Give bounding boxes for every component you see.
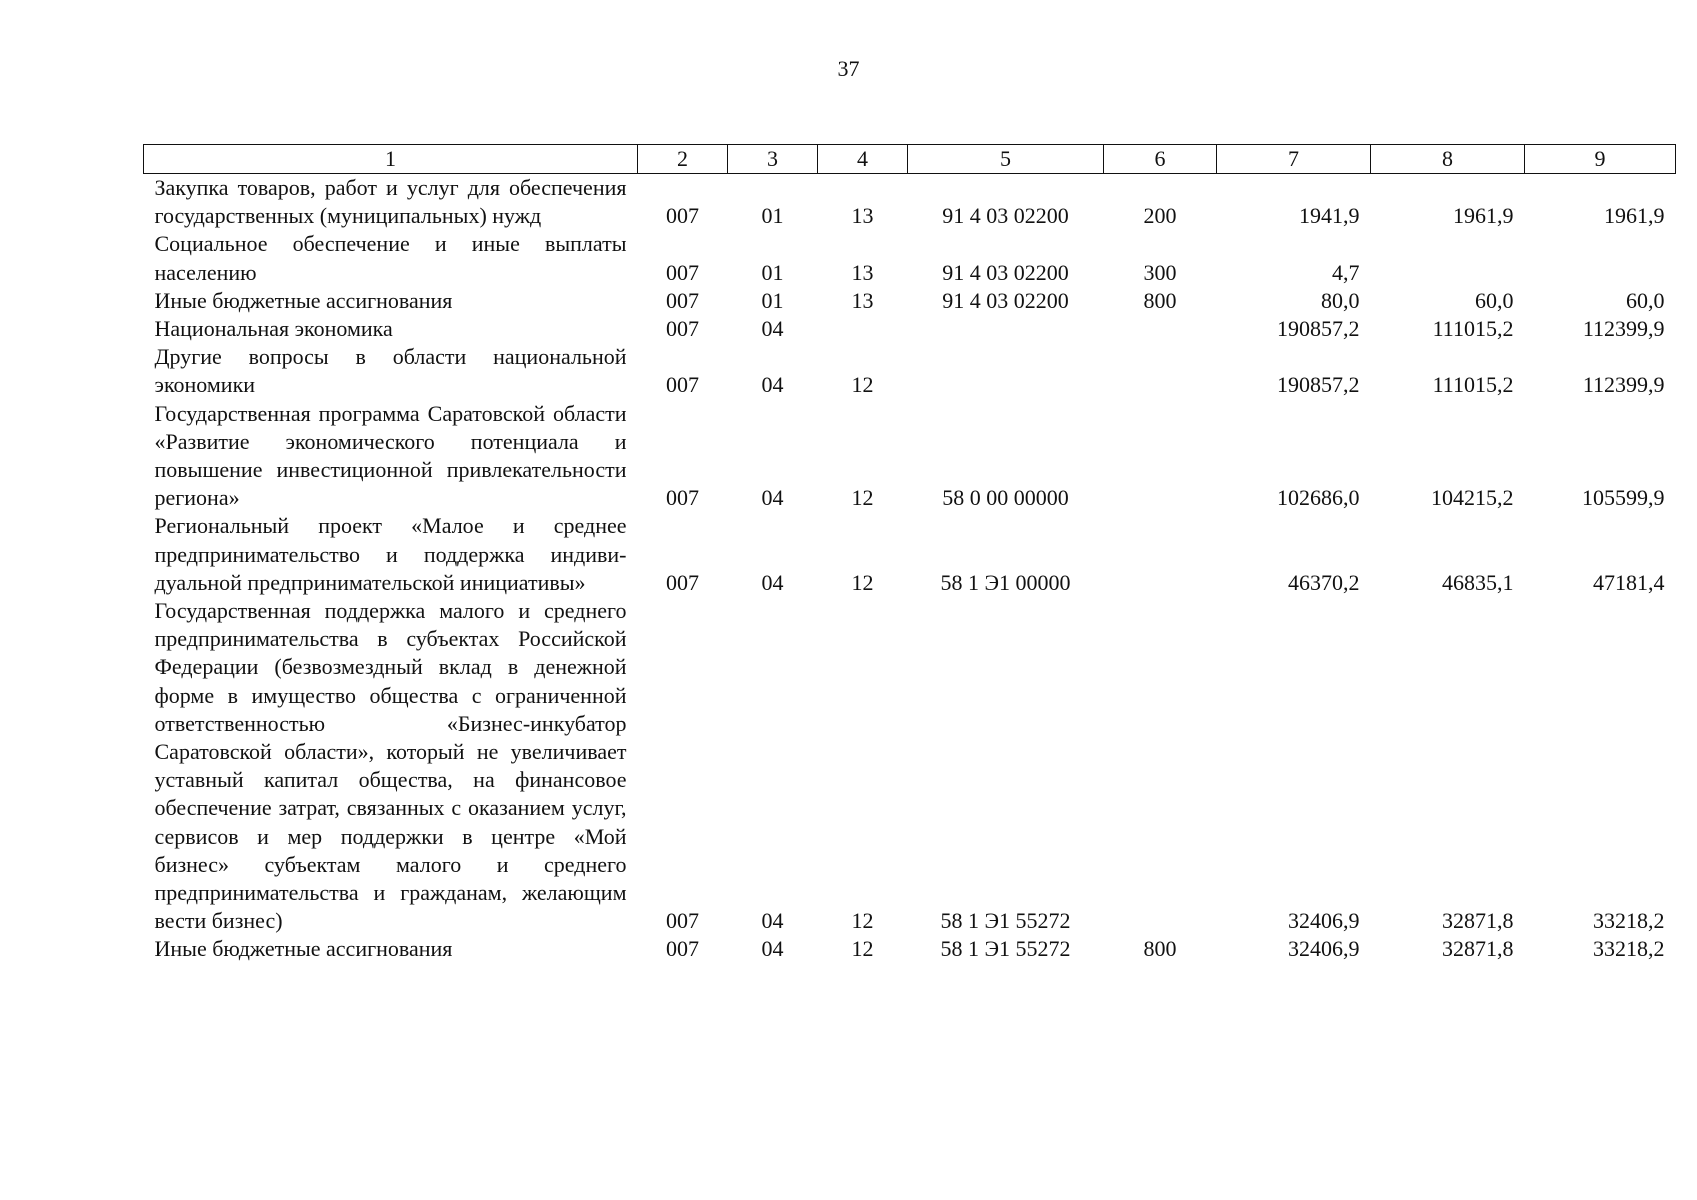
table-row	[144, 400, 1676, 513]
ministry-code: 007	[666, 203, 699, 229]
table-row	[144, 512, 1676, 597]
amount-col-9	[1525, 230, 1676, 286]
header-col-6: 6	[1104, 145, 1217, 174]
header-col-5: 5	[908, 145, 1104, 174]
section-code: 01	[761, 287, 784, 313]
amount-col-8: 1961,9	[1453, 203, 1514, 229]
amount-col-9: 33218,2	[1593, 936, 1665, 962]
target-code: 58 0 00 00000	[942, 485, 1069, 511]
header-col-1: 1	[144, 145, 638, 174]
amount-col-9: 1961,9	[1604, 203, 1665, 229]
expense-type-code	[1104, 400, 1217, 513]
subsection-code: 13	[851, 287, 874, 313]
expense-type-code	[1104, 343, 1217, 399]
amount-col-7: 32406,9	[1288, 936, 1360, 962]
header-row	[144, 145, 1676, 174]
subsection-code: 12	[851, 485, 874, 511]
amount-col-7: 190857,2	[1277, 372, 1360, 398]
row-name: Национальная экономика	[154, 316, 393, 342]
ministry-code: 007	[666, 287, 699, 313]
expense-type-code: 800	[1143, 287, 1177, 313]
row-name: Региональный проект «Малое и среднее предпринимательство и поддержка индивидуальной предпринимательской инициативы»	[154, 513, 627, 595]
amount-col-9: 47181,4	[1593, 569, 1665, 595]
subsection-code: 12	[851, 936, 874, 962]
target-code	[908, 343, 1104, 399]
expense-type-code: 800	[1143, 936, 1177, 962]
header-col-9: 9	[1525, 145, 1676, 174]
amount-col-7: 1941,9	[1299, 203, 1360, 229]
row-name: Другие вопросы в области национальной экономики	[154, 344, 627, 398]
target-code: 91 4 03 02200	[942, 203, 1069, 229]
expense-type-code: 200	[1143, 203, 1177, 229]
section-code: 04	[761, 569, 784, 595]
amount-col-9: 112399,9	[1582, 372, 1665, 398]
section-code: 04	[761, 936, 784, 962]
amount-col-7: 46370,2	[1288, 569, 1360, 595]
amount-col-8: 32871,8	[1442, 936, 1514, 962]
table-header	[144, 145, 1676, 174]
amount-col-8: 32871,8	[1442, 908, 1514, 934]
table-row	[144, 597, 1676, 935]
row-name: Иные бюджетные ассигнования	[154, 936, 453, 962]
ministry-code: 007	[666, 259, 699, 285]
subsection-code: 12	[851, 908, 874, 934]
table-row	[144, 287, 1676, 315]
header-col-3: 3	[728, 145, 818, 174]
expense-type-code	[1104, 315, 1217, 343]
amount-col-8	[1371, 230, 1525, 286]
amount-col-8: 111015,2	[1432, 316, 1514, 342]
row-name: Государственная программа Саратовской области «Развитие экономического потенциала и повышение инвестиционной привлекательности региона»	[154, 400, 627, 511]
table-row	[144, 315, 1676, 343]
amount-col-7: 80,0	[1321, 287, 1360, 313]
amount-col-9: 112399,9	[1582, 316, 1665, 342]
ministry-code: 007	[666, 908, 699, 934]
section-code: 04	[761, 485, 784, 511]
table-row	[144, 174, 1676, 231]
amount-col-7: 4,7	[1332, 259, 1360, 285]
ministry-code: 007	[666, 936, 699, 962]
table-body	[144, 174, 1676, 964]
row-name: Социальное обеспечение и иные выплаты населению	[154, 231, 627, 285]
amount-col-7: 32406,9	[1288, 908, 1360, 934]
amount-col-8: 104215,2	[1431, 485, 1514, 511]
page-number: 37	[837, 56, 860, 81]
subsection-code: 13	[851, 259, 874, 285]
subsection-code: 12	[851, 372, 874, 398]
table-row	[144, 343, 1676, 399]
ministry-code: 007	[666, 316, 699, 342]
budget-table	[143, 144, 1676, 964]
expense-type-code	[1104, 597, 1217, 935]
ministry-code: 007	[666, 372, 699, 398]
amount-col-7: 190857,2	[1277, 316, 1360, 342]
target-code: 91 4 03 02200	[942, 287, 1069, 313]
target-code: 58 1 Э1 55272	[940, 936, 1071, 962]
expense-type-code	[1104, 512, 1217, 597]
row-name: Государственная поддержка малого и среднего предпринимательства в субъектах Российской Федерации (безвозмездный вклад в денежной форме в имущество общества с ограниченной ответственностью «Бизнес-инкубатор Саратовской области», который не увеличивает уставный капитал общества, на финансовое обеспечение затрат, связанных с оказанием услуг, сервисов и мер поддержки в центре «Мой бизнес» субъектам малого и среднего предпринимательства и гражданам, желающим вести бизнес)	[154, 598, 627, 934]
table-row	[144, 230, 1676, 286]
section-code: 01	[761, 259, 784, 285]
amount-col-7: 102686,0	[1277, 485, 1360, 511]
section-code: 04	[761, 316, 784, 342]
subsection-code: 12	[851, 569, 874, 595]
header-col-7: 7	[1217, 145, 1371, 174]
ministry-code: 007	[666, 569, 699, 595]
target-code	[908, 315, 1104, 343]
amount-col-8: 111015,2	[1432, 372, 1514, 398]
subsection-code	[818, 315, 908, 343]
table-row	[144, 935, 1676, 963]
target-code: 58 1 Э1 55272	[940, 908, 1071, 934]
header-col-4: 4	[818, 145, 908, 174]
section-code: 04	[761, 372, 784, 398]
target-code: 91 4 03 02200	[942, 259, 1069, 285]
amount-col-9: 60,0	[1626, 287, 1665, 313]
header-col-8: 8	[1371, 145, 1525, 174]
row-name: Иные бюджетные ассигнования	[154, 287, 453, 313]
subsection-code: 13	[851, 203, 874, 229]
amount-col-9: 105599,9	[1582, 485, 1665, 511]
target-code: 58 1 Э1 00000	[940, 569, 1071, 595]
ministry-code: 007	[666, 485, 699, 511]
row-name: Закупка товаров, работ и услуг для обеспечения государственных (муниципальных) нужд	[154, 175, 627, 229]
section-code: 04	[761, 908, 784, 934]
amount-col-9: 33218,2	[1593, 908, 1665, 934]
amount-col-8: 60,0	[1475, 287, 1514, 313]
section-code: 01	[761, 203, 784, 229]
amount-col-8: 46835,1	[1442, 569, 1514, 595]
header-col-2: 2	[638, 145, 728, 174]
expense-type-code: 300	[1143, 259, 1177, 285]
